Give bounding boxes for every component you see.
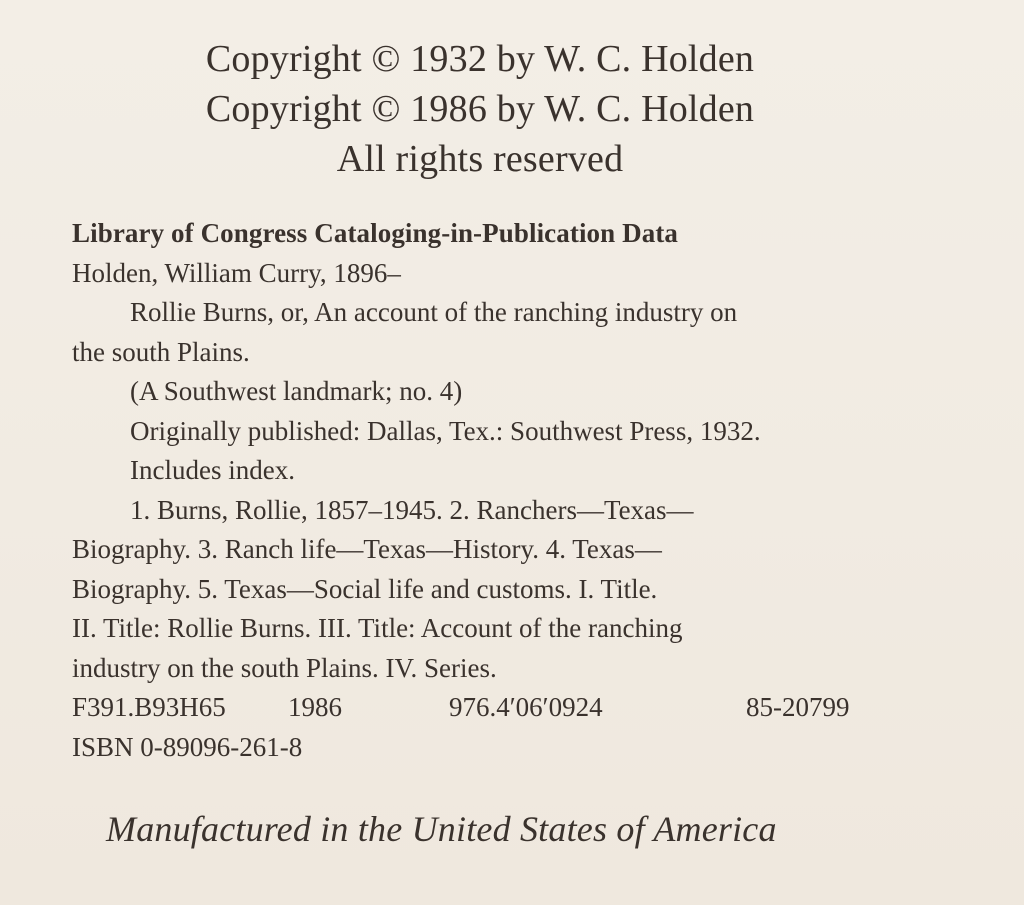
dewey-number: 976.4′06′0924 <box>449 692 603 722</box>
cip-heading: Library of Congress Cataloging-in-Publication Data <box>72 218 679 248</box>
cip-subjects-line-5: industry on the south Plains. IV. Series. <box>72 652 497 683</box>
cip-subjects-line-2: Biography. 3. Ranch life—Texas—History. 4. Texas— <box>72 534 662 564</box>
cip-data-block <box>72 214 932 767</box>
cip-subjects-line-4: II. Title: Rollie Burns. III. Title: Account of the ranching <box>72 613 683 643</box>
copyright-line-1932: Copyright © 1932 by W. C. Holden <box>205 38 755 80</box>
manufactured-note: Manufactured in the United States of America <box>106 809 777 849</box>
call-number: F391.B93H65 <box>72 692 226 722</box>
cip-classification-row <box>72 688 932 728</box>
cip-subjects-line-1: 1. Burns, Rollie, 1857–1945. 2. Ranchers—Texas— <box>130 494 694 525</box>
cip-publication-note: Originally published: Dallas, Tex.: Southwest Press, 1932. <box>130 415 761 446</box>
lccn: 85-20799 <box>746 692 850 722</box>
cip-index-note: Includes index. <box>130 455 295 485</box>
cip-title-continued: the south Plains. <box>72 336 250 367</box>
rights-reserved: All rights reserved <box>336 138 624 180</box>
cip-series-note: (A Southwest landmark; no. 4) <box>130 376 463 406</box>
publication-year: 1986 <box>288 692 342 722</box>
cip-author: Holden, William Curry, 1896– <box>72 257 401 288</box>
isbn: ISBN 0-89096-261-8 <box>72 731 303 762</box>
cip-title: Rollie Burns, or, An account of the ranching industry on <box>130 297 738 327</box>
cip-subjects-line-3: Biography. 5. Texas—Social life and customs. I. Title. <box>72 573 658 604</box>
copyright-notice <box>0 34 960 184</box>
copyright-line-1986: Copyright © 1986 by W. C. Holden <box>205 88 755 130</box>
